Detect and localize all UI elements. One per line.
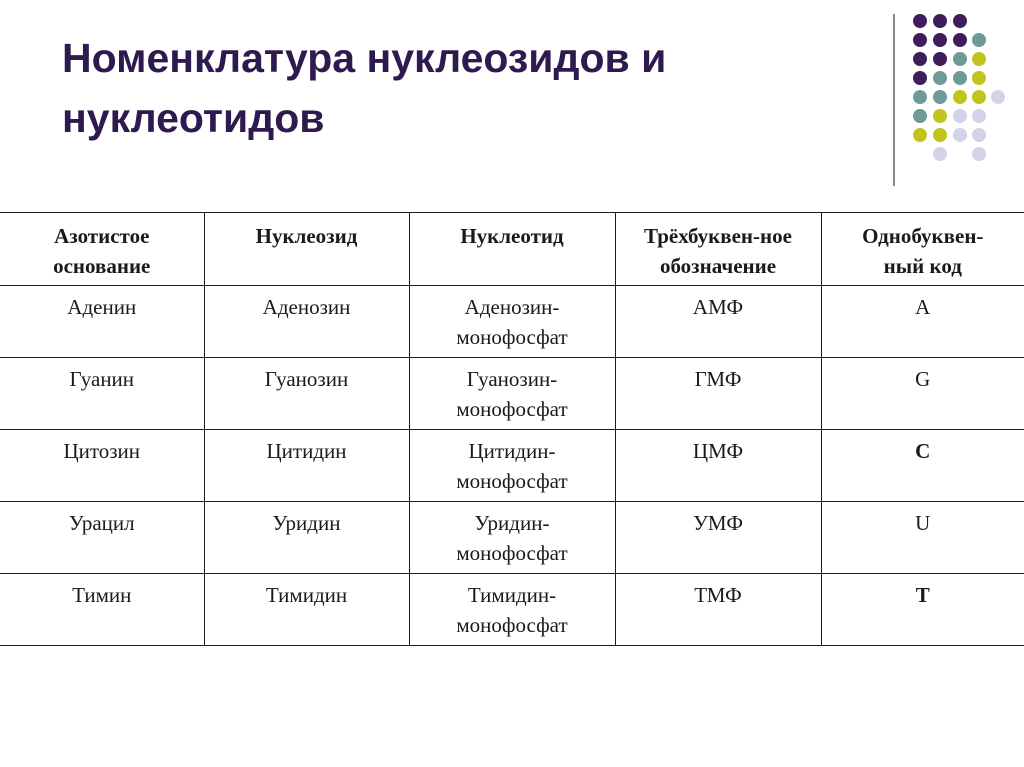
header-three-letter: [615, 213, 821, 286]
cell-text: Аденозин-: [464, 295, 560, 319]
nomenclature-table-container: [0, 212, 1024, 646]
nomenclature-table: [0, 212, 1024, 646]
decorative-dot-grid: [0, 0, 1024, 200]
decorative-dot: [953, 71, 967, 85]
cell-three-letter: ГМФ: [615, 358, 821, 430]
cell-nucleoside: Цитидин: [204, 430, 409, 502]
decorative-dot: [972, 128, 986, 142]
header-text: ный код: [883, 254, 962, 278]
header-text: обозначение: [659, 254, 777, 278]
cell-three-letter: УМФ: [615, 502, 821, 574]
decorative-dot: [913, 71, 927, 85]
table-row: [0, 430, 1024, 502]
header-text: Азотистое: [54, 224, 150, 248]
cell-nucleotide: [409, 358, 615, 430]
cell-three-letter: ЦМФ: [615, 430, 821, 502]
decorative-dot: [953, 128, 967, 142]
cell-text: монофосфат: [456, 397, 568, 421]
cell-three-letter: ТМФ: [615, 574, 821, 646]
cell-base: Цитозин: [0, 430, 204, 502]
decorative-dot: [913, 90, 927, 104]
cell-nucleotide: [409, 430, 615, 502]
cell-nucleoside: Уридин: [204, 502, 409, 574]
decorative-dot: [913, 14, 927, 28]
decorative-dot: [933, 71, 947, 85]
cell-one-letter: U: [821, 502, 1024, 574]
cell-nucleoside: Тимидин: [204, 574, 409, 646]
cell-three-letter: АМФ: [615, 286, 821, 358]
decorative-dot: [933, 128, 947, 142]
decorative-dot: [933, 90, 947, 104]
decorative-dot: [913, 52, 927, 66]
cell-text: Тимидин-: [467, 583, 557, 607]
cell-nucleotide: [409, 502, 615, 574]
header-nucleotide: [409, 213, 615, 286]
cell-nucleoside: Гуанозин: [204, 358, 409, 430]
cell-text: Гуанозин-: [466, 367, 558, 391]
header-nucleoside: [204, 213, 409, 286]
cell-one-letter: G: [821, 358, 1024, 430]
table-header-row: [0, 213, 1024, 286]
decorative-dot: [991, 90, 1005, 104]
cell-text: монофосфат: [456, 469, 568, 493]
table-row: [0, 502, 1024, 574]
decorative-dot: [933, 14, 947, 28]
decorative-dot: [953, 14, 967, 28]
table-row: [0, 574, 1024, 646]
cell-base: Аденин: [0, 286, 204, 358]
decorative-dot: [972, 90, 986, 104]
decorative-dot: [972, 71, 986, 85]
cell-one-letter: C: [821, 430, 1024, 502]
decorative-dot: [933, 52, 947, 66]
cell-base: Тимин: [0, 574, 204, 646]
table-row: [0, 358, 1024, 430]
decorative-dot: [953, 52, 967, 66]
decorative-dot: [913, 109, 927, 123]
cell-nucleoside: Аденозин: [204, 286, 409, 358]
decorative-dot: [972, 109, 986, 123]
cell-text: монофосфат: [456, 541, 568, 565]
decorative-dot: [972, 147, 986, 161]
decorative-dot: [953, 33, 967, 47]
decorative-dot: [913, 33, 927, 47]
cell-text: Уридин-: [474, 511, 550, 535]
header-text: основание: [53, 254, 151, 278]
cell-nucleotide: [409, 286, 615, 358]
cell-base: Урацил: [0, 502, 204, 574]
cell-text: Цитидин-: [468, 439, 556, 463]
decorative-dot: [933, 147, 947, 161]
header-text: Нуклеозид: [255, 224, 358, 248]
title-line-2: нуклеотидов: [62, 95, 325, 141]
cell-base: Гуанин: [0, 358, 204, 430]
title-line-1: Номенклатура нуклеозидов и: [62, 35, 667, 81]
cell-text: монофосфат: [456, 325, 568, 349]
cell-text: монофосфат: [456, 613, 568, 637]
decorative-dot: [933, 109, 947, 123]
header-nitrogenous-base: [0, 213, 204, 286]
decorative-dot: [972, 33, 986, 47]
decorative-dot: [933, 33, 947, 47]
cell-nucleotide: [409, 574, 615, 646]
decorative-dot: [953, 90, 967, 104]
header-text: Нуклеотид: [460, 224, 564, 248]
header-text: Однобуквен-: [862, 224, 984, 248]
decorative-dot: [953, 109, 967, 123]
header-text: Трёхбуквен-ное: [644, 224, 792, 248]
table-row: [0, 286, 1024, 358]
decorative-dot: [913, 128, 927, 142]
header-one-letter: [821, 213, 1024, 286]
decorative-dot: [972, 52, 986, 66]
cell-one-letter: A: [821, 286, 1024, 358]
cell-one-letter: T: [821, 574, 1024, 646]
